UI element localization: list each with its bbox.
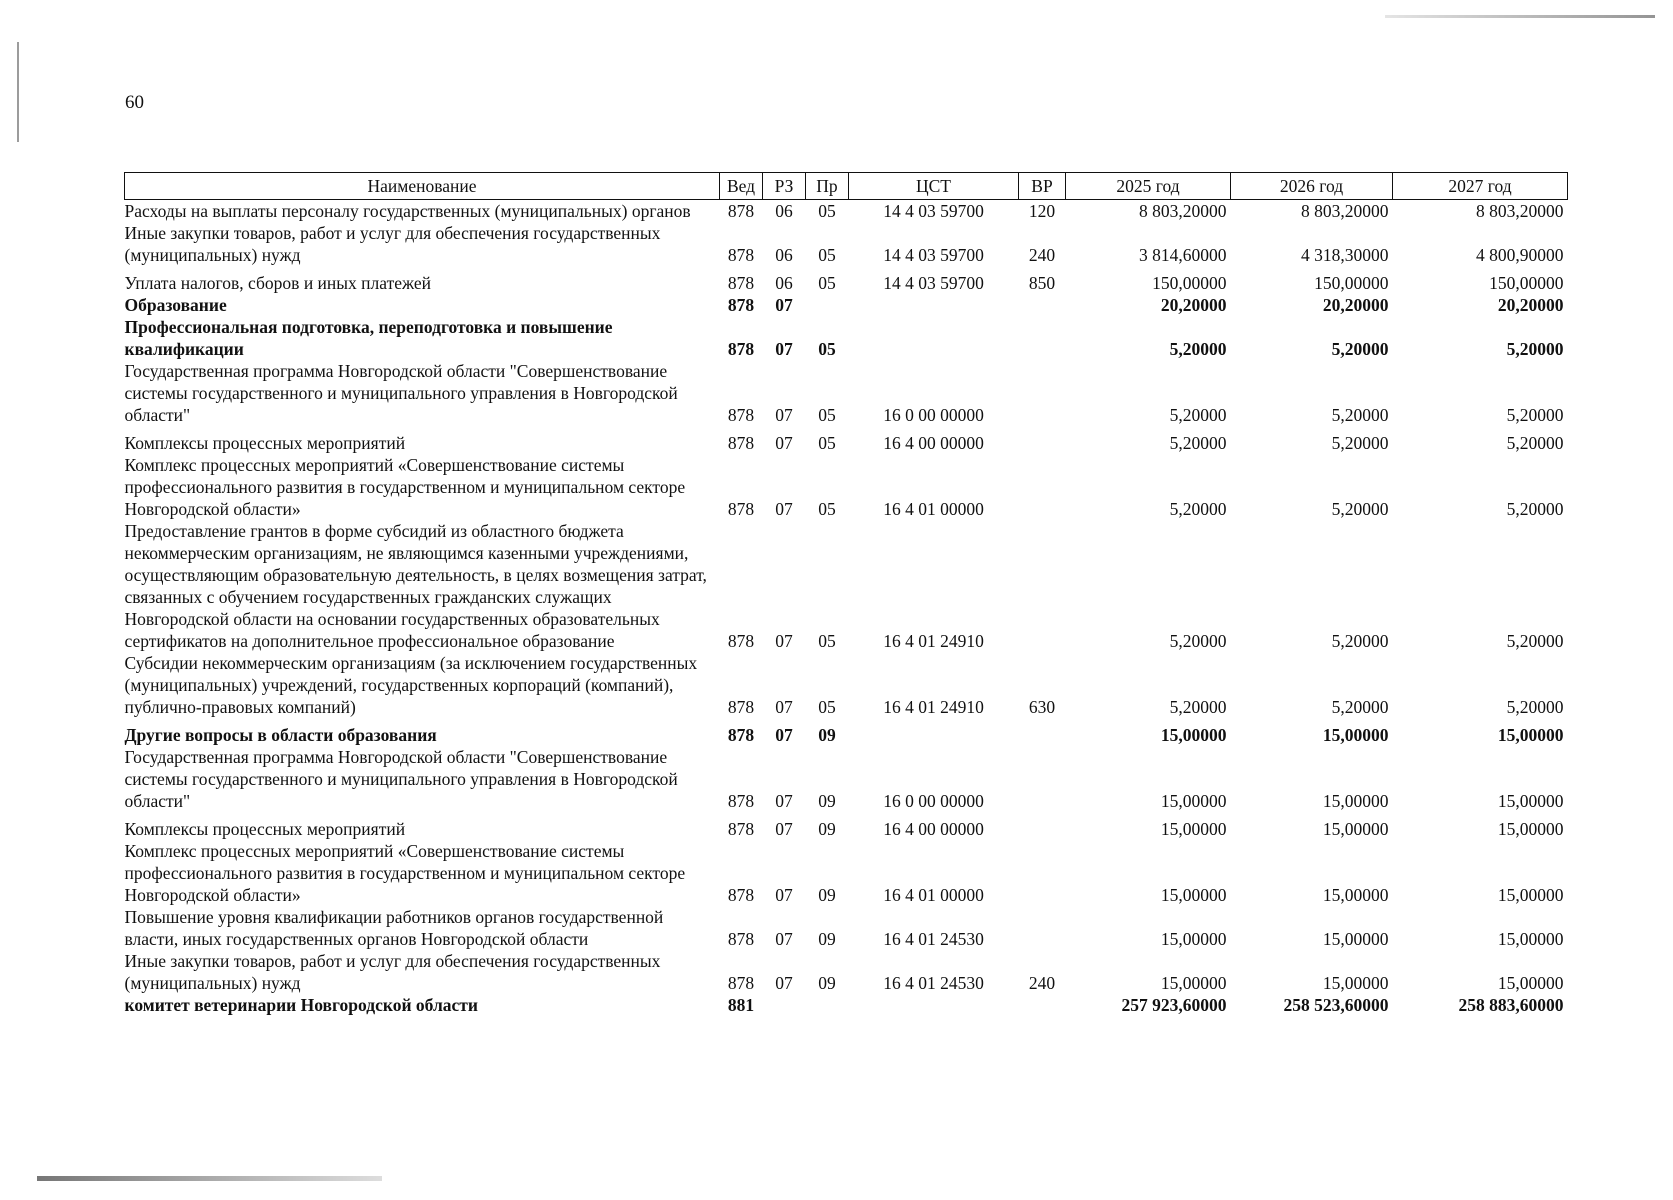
cell-pr: 05 [818,201,836,221]
cell-rz: 07 [775,339,793,359]
cell-2027: 5,20000 [1506,631,1564,651]
cell-2027: 15,00000 [1497,885,1564,905]
cell-2026: 5,20000 [1331,631,1389,651]
cell-2027: 5,20000 [1506,499,1564,519]
table-row [125,812,1568,840]
cell-pr [806,294,849,316]
cell-rz: 07 [775,631,793,651]
cell-rz [763,994,806,1016]
cell-name: Комплекс процессных мероприятий «Совершенствование системы профессионального развития в государственном и муниципальном секторе Новгородской области» [124,455,686,519]
cell-vr: 240 [1028,245,1056,265]
cell-2025: 5,20000 [1169,339,1227,359]
cell-2026: 8 803,20000 [1301,201,1389,221]
cell-2027: 15,00000 [1497,819,1564,839]
cell-name: Иные закупки товаров, работ и услуг для обеспечения государственных (муниципальных) нужд [124,223,661,265]
cell-name: Другие вопросы в области образования [124,725,437,745]
cell-name: Профессиональная подготовка, переподготовка и повышение квалификации [124,317,613,359]
cell-2026: 150,00000 [1314,273,1389,293]
cell-2027: 5,20000 [1506,433,1564,453]
cell-vr [1019,454,1066,520]
cell-rz: 07 [775,973,793,993]
scan-edge-bottom [37,1176,382,1181]
cell-ved: 878 [727,791,755,811]
table-row [125,200,1568,223]
cell-2025: 257 923,60000 [1121,995,1227,1015]
cell-2025: 3 814,60000 [1139,245,1227,265]
cell-2026: 15,00000 [1322,725,1389,745]
header-2025: 2025 год [1066,173,1231,200]
cell-2026: 15,00000 [1322,791,1389,811]
cell-2025: 15,00000 [1160,929,1227,949]
cell-2025: 15,00000 [1160,819,1227,839]
cell-ved: 878 [727,929,755,949]
cell-rz: 07 [775,499,793,519]
cell-name: Государственная программа Новгородской области "Совершенствование системы государственного и муниципального управления в Новгородской области" [124,361,678,425]
cell-ved: 878 [727,499,755,519]
cell-ved: 881 [727,995,755,1015]
cell-2026: 4 318,30000 [1301,245,1389,265]
cell-vr: 240 [1028,973,1056,993]
cell-cst: 16 4 01 24530 [883,973,984,993]
cell-pr: 09 [818,973,836,993]
cell-2027: 15,00000 [1497,929,1564,949]
table-body [125,200,1568,1017]
cell-2026: 258 523,60000 [1283,995,1389,1015]
cell-2025: 5,20000 [1169,433,1227,453]
cell-vr [1019,840,1066,906]
cell-2025: 15,00000 [1160,791,1227,811]
cell-pr: 05 [818,631,836,651]
cell-2026: 15,00000 [1322,885,1389,905]
table-row [125,994,1568,1016]
cell-2025: 150,00000 [1152,273,1227,293]
cell-2027: 15,00000 [1497,791,1564,811]
table-row [125,906,1568,950]
cell-rz: 06 [775,245,793,265]
table-row [125,718,1568,746]
table-row [125,222,1568,266]
cell-name: Комплексы процессных мероприятий [124,819,406,839]
cell-name: Комплексы процессных мероприятий [124,433,406,453]
cell-2026: 5,20000 [1331,339,1389,359]
cell-2027: 20,20000 [1497,295,1564,315]
cell-cst [849,294,1019,316]
cell-rz: 07 [775,405,793,425]
cell-vr [1019,426,1066,454]
cell-vr [1019,812,1066,840]
cell-2025: 5,20000 [1169,499,1227,519]
cell-2027: 15,00000 [1497,725,1564,745]
cell-vr: 850 [1028,273,1056,293]
cell-2025: 8 803,20000 [1139,201,1227,221]
cell-vr [1019,906,1066,950]
cell-2026: 15,00000 [1322,929,1389,949]
cell-cst: 16 0 00 00000 [883,791,984,811]
cell-2027: 5,20000 [1506,339,1564,359]
cell-2026: 5,20000 [1331,405,1389,425]
table-row [125,840,1568,906]
cell-vr [1019,520,1066,652]
cell-2025: 5,20000 [1169,405,1227,425]
cell-pr: 09 [818,725,836,745]
cell-pr: 09 [818,929,836,949]
table-row [125,652,1568,718]
cell-2025: 15,00000 [1160,973,1227,993]
cell-cst: 16 4 01 24530 [883,929,984,949]
cell-2027: 5,20000 [1506,405,1564,425]
cell-cst: 16 4 01 00000 [883,885,984,905]
cell-ved: 878 [727,725,755,745]
cell-vr [1019,718,1066,746]
cell-name: Расходы на выплаты персоналу государственных (муниципальных) органов [124,201,691,221]
table-header-row [125,173,1568,200]
cell-rz: 07 [775,929,793,949]
cell-cst: 16 4 01 24910 [883,697,984,717]
header-name: Наименование [125,173,720,200]
cell-cst: 16 4 01 24910 [883,631,984,651]
cell-2027: 150,00000 [1489,273,1564,293]
cell-ved: 878 [727,973,755,993]
cell-ved: 878 [727,885,755,905]
cell-pr: 05 [818,245,836,265]
cell-2026: 5,20000 [1331,697,1389,717]
cell-rz: 06 [775,273,793,293]
cell-name: Иные закупки товаров, работ и услуг для обеспечения государственных (муниципальных) нужд [124,951,661,993]
cell-name: Государственная программа Новгородской области "Совершенствование системы государственного и муниципального управления в Новгородской области" [124,747,678,811]
cell-pr: 09 [818,885,836,905]
cell-pr: 05 [818,405,836,425]
cell-rz: 07 [775,819,793,839]
cell-ved: 878 [727,339,755,359]
cell-vr [1019,316,1066,360]
cell-2026: 5,20000 [1331,433,1389,453]
table-row [125,266,1568,294]
cell-name: Уплата налогов, сборов и иных платежей [124,273,431,293]
cell-cst: 16 4 01 00000 [883,499,984,519]
header-cst: ЦСТ [849,173,1019,200]
cell-rz: 07 [775,433,793,453]
cell-2026: 15,00000 [1322,819,1389,839]
cell-pr: 05 [818,273,836,293]
header-vr: ВР [1019,173,1066,200]
cell-vr [1019,746,1066,812]
cell-rz: 07 [775,791,793,811]
cell-2027: 258 883,60000 [1458,995,1564,1015]
cell-cst [849,718,1019,746]
cell-pr: 05 [818,339,836,359]
cell-ved: 878 [727,697,755,717]
cell-2026: 15,00000 [1322,973,1389,993]
cell-pr: 09 [818,791,836,811]
cell-2026: 20,20000 [1322,295,1389,315]
cell-2027: 15,00000 [1497,973,1564,993]
header-2026: 2026 год [1231,173,1393,200]
budget-table [124,172,1568,1016]
cell-cst [849,994,1019,1016]
cell-cst: 16 4 00 00000 [883,819,984,839]
header-2027: 2027 год [1393,173,1568,200]
cell-rz: 07 [775,295,793,315]
cell-name: Образование [124,295,227,315]
header-pr: Пр [806,173,849,200]
cell-2025: 20,20000 [1160,295,1227,315]
page-number: 60 [125,92,144,113]
cell-2025: 15,00000 [1160,885,1227,905]
cell-ved: 878 [727,631,755,651]
cell-name: Комплекс процессных мероприятий «Совершенствование системы профессионального развития в государственном и муниципальном секторе Новгородской области» [124,841,686,905]
cell-cst: 14 4 03 59700 [883,201,984,221]
cell-ved: 878 [727,273,755,293]
cell-name: Повышение уровня квалификации работников органов государственной власти, иных государственных органов Новгородской области [124,907,664,949]
cell-vr [1019,360,1066,426]
header-ved: Вед [720,173,763,200]
cell-rz: 07 [775,697,793,717]
cell-2026: 5,20000 [1331,499,1389,519]
cell-2025: 5,20000 [1169,697,1227,717]
cell-ved: 878 [727,405,755,425]
cell-pr [806,994,849,1016]
cell-cst: 16 4 00 00000 [883,433,984,453]
cell-cst [849,316,1019,360]
cell-name: Субсидии некоммерческим организациям (за исключением государственных (муниципальных) учреждений, государственных корпораций (компаний), публично-правовых компаний) [124,653,698,717]
cell-vr [1019,994,1066,1016]
cell-pr: 09 [818,819,836,839]
table-row [125,426,1568,454]
cell-vr [1019,294,1066,316]
header-rz: РЗ [763,173,806,200]
cell-cst: 14 4 03 59700 [883,245,984,265]
cell-ved: 878 [727,819,755,839]
scan-edge-left [17,42,19,142]
cell-name: комитет ветеринарии Новгородской области [124,995,478,1015]
cell-cst: 16 0 00 00000 [883,405,984,425]
cell-rz: 06 [775,201,793,221]
scan-edge-top [1385,15,1655,18]
cell-2027: 5,20000 [1506,697,1564,717]
cell-ved: 878 [727,295,755,315]
cell-pr: 05 [818,697,836,717]
table-row [125,520,1568,652]
cell-rz: 07 [775,725,793,745]
table-row [125,746,1568,812]
cell-ved: 878 [727,201,755,221]
cell-name: Предоставление грантов в форме субсидий из областного бюджета некоммерческим организациям, не являющимся казенными учреждениями, осуществляющим образовательную деятельность, в целях возмещения затрат, связанных с обучением государственных гражданских служащих Новгородской области на основании государственных образовательных сертификатов на дополнительное профессиональное образование [124,521,707,651]
cell-pr: 05 [818,499,836,519]
cell-cst: 14 4 03 59700 [883,273,984,293]
cell-2025: 15,00000 [1160,725,1227,745]
table-row [125,360,1568,426]
cell-2027: 4 800,90000 [1476,245,1564,265]
cell-ved: 878 [727,433,755,453]
cell-2027: 8 803,20000 [1476,201,1564,221]
table-row [125,294,1568,316]
table-row [125,454,1568,520]
table-row [125,316,1568,360]
cell-vr: 630 [1028,697,1056,717]
cell-2025: 5,20000 [1169,631,1227,651]
cell-pr: 05 [818,433,836,453]
cell-vr: 120 [1028,201,1056,221]
cell-ved: 878 [727,245,755,265]
cell-rz: 07 [775,885,793,905]
table-row [125,950,1568,994]
